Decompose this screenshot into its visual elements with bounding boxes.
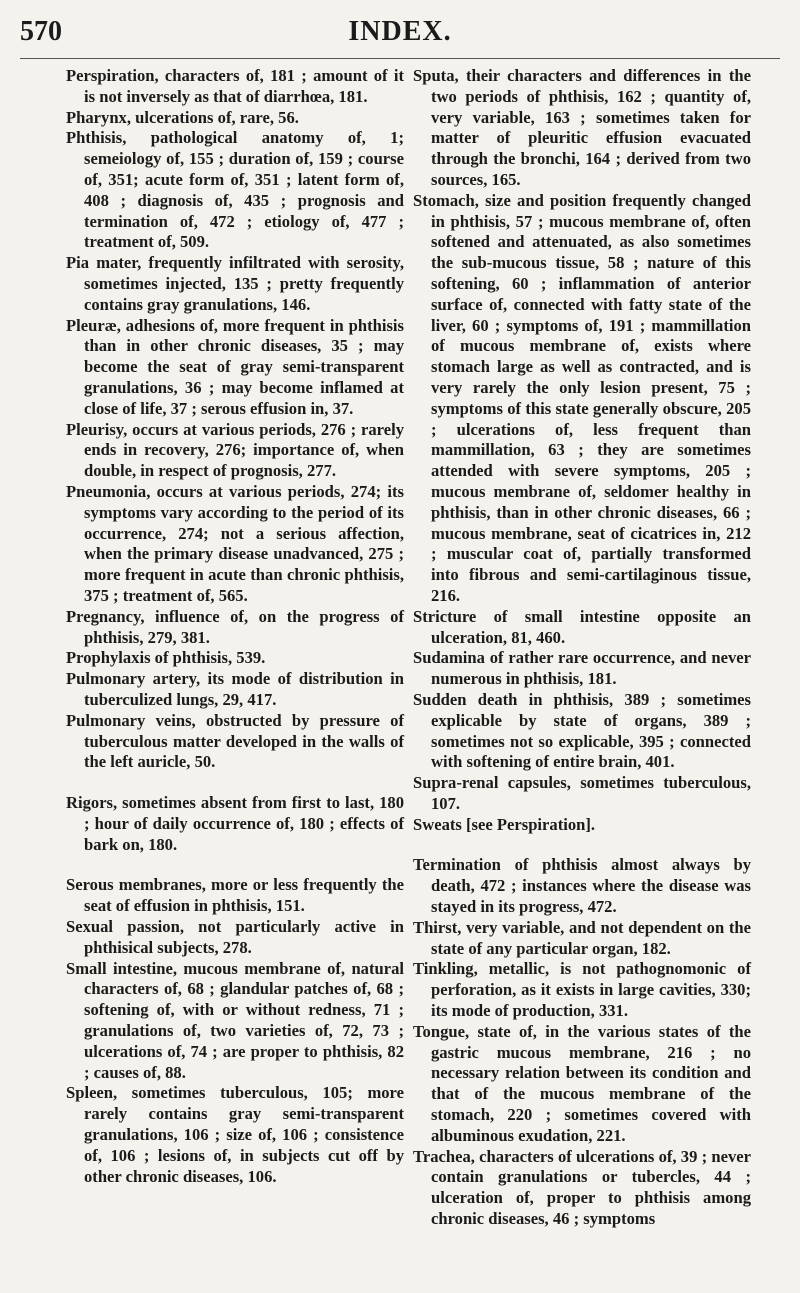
index-entry: Sexual passion, not particularly active in phthisical subjects, 278. — [66, 917, 404, 957]
left-column — [66, 66, 404, 1187]
index-entry: Prophylaxis of phthisis, 539. — [66, 648, 266, 668]
index-entry: Sputa, their characters and differences in the two periods of phthisis, 162 ; quantity of, very variable, 163 ; sometimes taken for matter of pleuritic effusion evacuated through the bronchi, 164 ; derived from two sources, 165. — [413, 66, 751, 189]
page-number: 570 — [20, 16, 62, 47]
index-entry: Sudden death in phthisis, 389 ; sometimes explicable by state of organs, 389 ; sometimes not so explicable, 395 ; connected with softening of entire brain, 401. — [413, 689, 751, 772]
index-entry: Pleurisy, occurs at various periods, 276 ; rarely ends in recovery, 276; importance of, when double, in respect of prognosis, 277. — [66, 419, 404, 481]
index-entry: Serous membranes, more or less frequently the seat of effusion in phthisis, 151. — [66, 875, 404, 916]
index-entry: Rigors, sometimes absent from first to last, 180 ; hour of daily occurrence of, 180 ; effects of bark on, 180. — [66, 793, 404, 854]
index-entry: Perspiration, characters of, 181 ; amount of it is not inversely as that of diarrhœa, 181. — [66, 66, 404, 106]
header-rule — [20, 58, 780, 59]
index-entry: Tongue, state of, in the various states of the gastric mucous membrane, 216 ; no necessary relation between its condition and that of the mucous membrane of the stomach, 220 ; sometimes covered with albuminous exudation, 221. — [413, 1021, 751, 1145]
index-entry: Pharynx, ulcerations of, rare, 56. — [66, 107, 299, 127]
index-entry: Thirst, very variable, and not dependent on the state of any particular organ, 182. — [413, 917, 751, 958]
page-header — [0, 16, 800, 56]
index-entry: Tinkling, metallic, is not pathognomonic of perforation, as it exists in large cavities, 330; its mode of production, 331. — [413, 959, 751, 1021]
index-entry: Supra-renal capsules, sometimes tuberculous, 107. — [413, 773, 751, 813]
stray-ink-mark — [710, 1259, 774, 1285]
index-entry: Small intestine, mucous membrane of, natural characters of, 68 ; glandular patches of, 68 ; softening of, with or without redness, 71 ; granulations of, two varieties of, 72, 73 ; ulcerations of, 74 ; are proper to phthisis, 82 ; causes of, 88. — [66, 958, 404, 1082]
index-entry: Spleen, sometimes tuberculous, 105; more rarely contains gray semi-transparent granulations, 106 ; size of, 106 ; consistence of, 106 ; lesions of, in subjects cut off by other chronic diseases, 106. — [66, 1083, 404, 1186]
index-entry: Sudamina of rather rare occurrence, and never numerous in phthisis, 181. — [413, 648, 751, 689]
index-entry: Pia mater, frequently infiltrated with serosity, sometimes injected, 135 ; pretty frequently contains gray granulations, 146. — [66, 253, 404, 314]
index-entry: Stricture of small intestine opposite an ulceration, 81, 460. — [413, 606, 751, 647]
right-column — [413, 66, 751, 1230]
index-entry: Pulmonary artery, its mode of distribution in tuberculized lungs, 29, 417. — [66, 669, 404, 709]
running-title: INDEX. — [348, 16, 452, 47]
index-entry: Stomach, size and position frequently changed in phthisis, 57 ; mucous membrane of, often softened and attenuated, as also sometimes the sub-mucous tissue, 58 ; nature of this softening, 60 ; inflammation of anterior surface of, connected with fatty state of the liver, 60 ; symptoms of, 191 ; mammillation of mucous membrane of, exists where stomach large as well as contracted, and is very rarely the only lesion present, 75 ; symptoms of this state generally obscure, 205 ; ulcerations of, less frequent than mammillation, 63 ; they are sometimes attended with severe symptoms, 205 ; mucous membrane of, seldomer healthy in phthisis, than in other chronic diseases, 66 ; mucous membrane, seat of cicatrices in, 212 ; muscular coat of, partially transformed into fibrous and semi-cartilaginous tissue, 216. — [413, 190, 751, 605]
index-entry: Trachea, characters of ulcerations of, 39 ; never contain granulations or tubercles, 44 ; ulceration of, proper to phthisis among chronic diseases, 46 ; symptoms — [413, 1146, 751, 1229]
index-entry: Sweats [see Perspiration]. — [413, 814, 596, 834]
index-entry: Phthisis, pathological anatomy of, 1; semeiology of, 155 ; duration of, 159 ; course of, 351; acute form of, 351 ; latent form of, 408 ; diagnosis of, 435 ; prognosis and termination of, 472 ; etiology of, 477 ; treatment of, 509. — [66, 128, 404, 252]
index-entry: Pleuræ, adhesions of, more frequent in phthisis than in other chronic diseases, 35 ; may become the seat of gray semi-transparent granulations, 36 ; may become inflamed at close of life, 37 ; serous effusion in, 37. — [66, 315, 404, 418]
index-entry: Termination of phthisis almost always by death, 472 ; instances where the disease was stayed in its progress, 472. — [413, 855, 751, 917]
index-entry: Pneumonia, occurs at various periods, 274; its symptoms vary according to the period of its occurrence, 274; not a serious affection, when the primary disease unadvanced, 275 ; more frequent in acute than chronic phthisis, 375 ; treatment of, 565. — [66, 481, 404, 605]
index-entry: Pulmonary veins, obstructed by pressure of tuberculous matter developed in the walls of the left auricle, 50. — [66, 710, 404, 772]
index-entry: Pregnancy, influence of, on the progress of phthisis, 279, 381. — [66, 606, 404, 647]
